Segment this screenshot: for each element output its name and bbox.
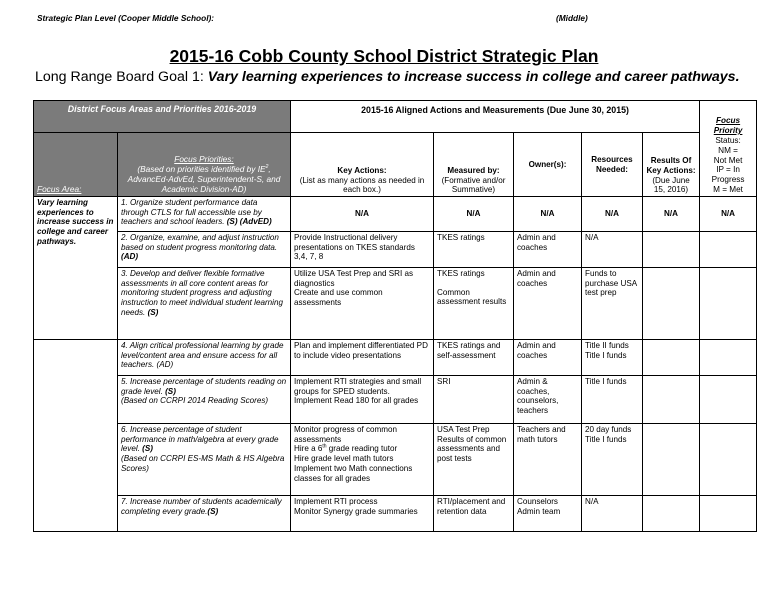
resources-cell: 20 day funds Title I funds: [582, 424, 643, 496]
priority-3: 3. Develop and deliver flexible formative assessments in all core content areas for monitoring student progress and adjusting instruction to meet individual student learning needs. (S): [118, 268, 291, 340]
focus-status-line: NM =: [718, 145, 738, 155]
status-cell: [700, 496, 757, 532]
resources-cell: N/A: [582, 232, 643, 268]
results-cell: [643, 376, 700, 424]
focus-status-header: [700, 101, 757, 197]
na-cell: N/A: [643, 197, 700, 232]
results-cell: [643, 268, 700, 340]
table-row: [34, 232, 757, 268]
owner-cell: Admin and coaches: [514, 232, 582, 268]
key-action-cell: Implement RTI process Monitor Synergy grade summaries: [291, 496, 434, 532]
key-action-cell: Provide Instructional delivery presentations on TKES standards 3,4, 7, 8: [291, 232, 434, 268]
focus-area-blank: [34, 340, 118, 532]
results-label: Results Of Key Actions:: [646, 156, 696, 175]
strategic-plan-table: [33, 100, 757, 532]
measured-by-label: Measured by:: [447, 165, 500, 175]
priority-1: 1. Organize student performance data through CTLS for full accessible use by teachers and school leaders. (S) (AdvED): [118, 197, 291, 232]
measure-cell: TKES ratings and self-assessment: [434, 340, 514, 376]
measure-cell: USA Test Prep Results of common assessments and post tests: [434, 424, 514, 496]
focus-status-title: Focus Priority: [713, 116, 743, 136]
key-actions-label: Key Actions:: [337, 165, 387, 175]
na-cell: N/A: [291, 197, 434, 232]
priority-6: 6. Increase percentage of student performance in math/algebra at every grade level. (S) (Based on CCRPI ES-MS Math & HS Algebra Scores): [118, 424, 291, 496]
measured-by-note: (Formative and/or Summative): [441, 175, 506, 195]
results-cell: [643, 496, 700, 532]
focus-priorities-label: Focus Priorities:: [174, 154, 234, 165]
table-row: [34, 496, 757, 532]
resources-header: Resources Needed:: [582, 133, 643, 197]
key-action-cell: Monitor progress of common assessments Hire a 6th grade reading tutor Hire grade level math tutors Implement two Math connections classes for all grades: [291, 424, 434, 496]
owners-header: Owner(s):: [514, 133, 582, 197]
board-goal: [35, 69, 740, 85]
status-cell: [700, 232, 757, 268]
owner-cell: Teachers and math tutors: [514, 424, 582, 496]
goal-prefix: Long Range Board Goal 1:: [35, 69, 208, 85]
focus-status-line: Status:: [715, 135, 741, 145]
focus-status-line: Not Met: [713, 155, 743, 165]
measure-cell: SRI: [434, 376, 514, 424]
status-cell: [700, 376, 757, 424]
priority-5: 5. Increase percentage of students reading on grade level. (S) (Based on CCRPI 2014 Reading Scores): [118, 376, 291, 424]
focus-area-header: Focus Area:: [34, 133, 118, 197]
focus-status-line: IP = In: [716, 165, 740, 175]
measure-cell: RTI/placement and retention data: [434, 496, 514, 532]
results-header: [643, 133, 700, 197]
resources-cell: Title I funds: [582, 376, 643, 424]
key-action-cell: Plan and implement differentiated PD to include video presentations: [291, 340, 434, 376]
plan-level-label: Strategic Plan Level (Cooper Middle School):: [37, 13, 215, 23]
table-row: [34, 340, 757, 376]
key-actions-note: (List as many actions as needed in each box.): [299, 175, 425, 195]
resources-cell: Funds to purchase USA test prep: [582, 268, 643, 340]
status-cell: [700, 268, 757, 340]
focus-status-line: M = Met: [713, 185, 743, 195]
status-cell: [700, 340, 757, 376]
focus-area-cell: Vary learning experiences to increase success in college and career pathways.: [34, 197, 118, 340]
focus-status-line: Progress: [711, 175, 745, 185]
key-actions-header: [291, 133, 434, 197]
key-action-cell: Utilize USA Test Prep and SRI as diagnostics Create and use common assessments: [291, 268, 434, 340]
aligned-actions-header: 2015-16 Aligned Actions and Measurements (Due June 30, 2015): [291, 101, 700, 133]
results-cell: [643, 232, 700, 268]
results-cell: [643, 340, 700, 376]
focus-priorities-header: [118, 133, 291, 197]
district-focus-header: District Focus Areas and Priorities 2016-2019: [34, 101, 291, 133]
owner-cell: Admin and coaches: [514, 268, 582, 340]
owner-cell: Admin and coaches: [514, 340, 582, 376]
status-cell: [700, 424, 757, 496]
table-row: [34, 268, 757, 340]
results-note: (Due June 15, 2016): [652, 175, 690, 195]
priority-4: 4. Align critical professional learning by grade level/content area and ensure access for all teachers. (AD): [118, 340, 291, 376]
resources-cell: Title II funds Title I funds: [582, 340, 643, 376]
measured-by-header: [434, 133, 514, 197]
focus-priorities-note: (Based on priorities identified by $IE^2$, AdvancEd-AdvEd, Superintendent-S, and Academic Division-AD): [127, 164, 281, 195]
owner-cell: Counselors Admin team: [514, 496, 582, 532]
key-action-cell: Implement RTI strategies and small groups for SPED students. Implement Read 180 for all grades: [291, 376, 434, 424]
measure-cell: TKES ratings Common assessment results: [434, 268, 514, 340]
goal-text: Vary learning experiences to increase success in college and career pathways.: [207, 69, 740, 85]
table-row: [34, 424, 757, 496]
na-cell: N/A: [582, 197, 643, 232]
table-row: [34, 197, 757, 232]
measure-cell: TKES ratings: [434, 232, 514, 268]
priority-7: 7. Increase number of students academically completing every grade.(S): [118, 496, 291, 532]
table-row: [34, 376, 757, 424]
na-cell: N/A: [514, 197, 582, 232]
results-cell: [643, 424, 700, 496]
priority-2: 2. Organize, examine, and adjust instruction based on student progress monitoring data. (AD): [118, 232, 291, 268]
na-cell: N/A: [700, 197, 757, 232]
school-level-label: (Middle): [556, 13, 588, 23]
resources-cell: N/A: [582, 496, 643, 532]
na-cell: N/A: [434, 197, 514, 232]
owner-cell: Admin & coaches, counselors, teachers: [514, 376, 582, 424]
page-title: 2015-16 Cobb County School District Strategic Plan: [169, 46, 599, 66]
